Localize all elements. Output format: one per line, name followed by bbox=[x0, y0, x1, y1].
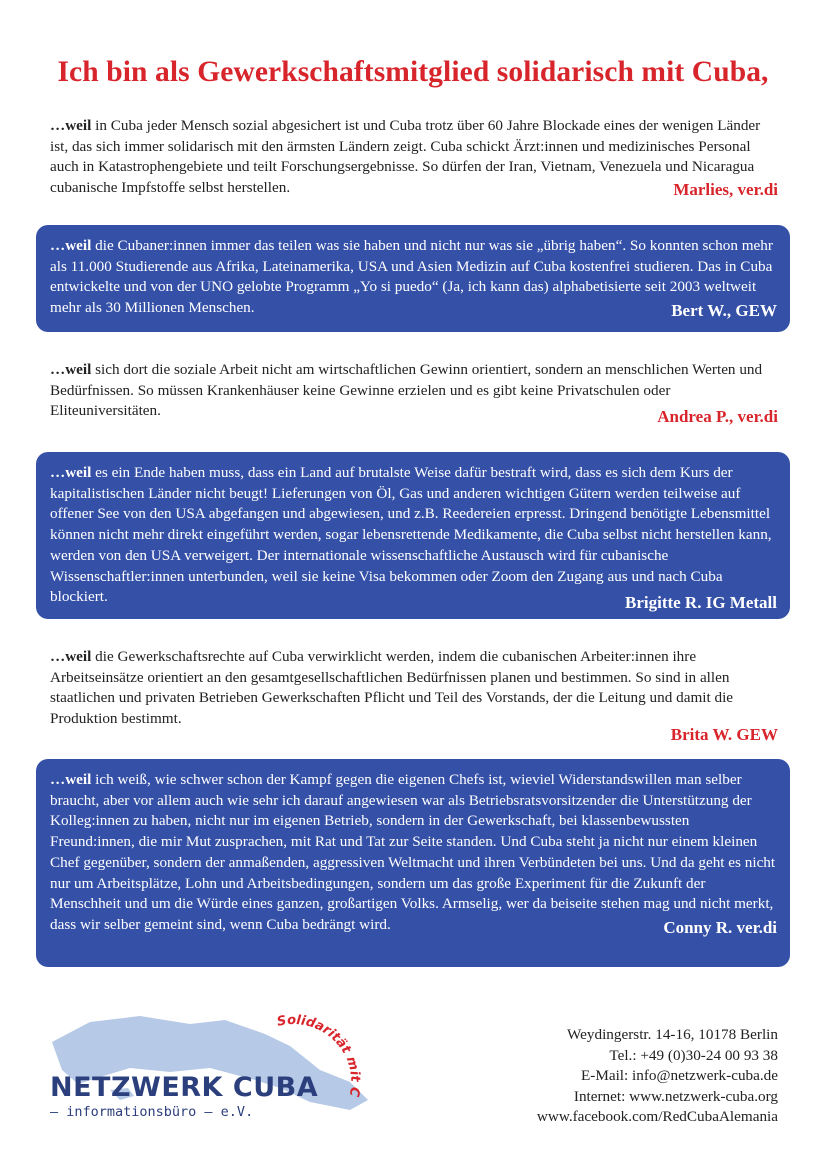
statement-text: …weil ich weiß, wie schwer schon der Kampf gegen die eigenen Chefs ist, wieviel Widerstandswillen man selber braucht, aber vor allem auch wie sehr ich darauf angewiesen war als Betriebsratsvorsitzender die Unterstützung der Kolleg:innen zu haben, nicht nur im eigenen Betrieb, sondern in der Gewerkschaft, bei klassenbewussten Freund:innen, die mir Mut zusprachen, mit Rat und Tat zur Seite standen. Und Cuba steht ja nicht nur einem kleinen Chef gegenüber, sondern der anmaßenden, aggressiven Weltmacht und ihren Verbündeten bei uns. Und da geht es nicht nur um Arbeitsplätze, Lohn und Arbeitsbedingungen, sondern um das große Experiment für die Zukunft der Menschheit und um die Würde eines ganzen, großartigen Volks. Armselig, wer da beiseite stehen mag und nicht merkt, dass wir selber gemeint sind, wenn Cuba bedrängt wird. bbox=[50, 771, 776, 933]
lead-word: …weil bbox=[50, 648, 92, 665]
statement-5 bbox=[50, 647, 778, 746]
statement-text: …weil in Cuba jeder Mensch sozial abgesichert ist und Cuba trotz über 60 Jahre Blockade eines der wenigen Länder ist, das sich immer solidarisch mit den ärmsten Ländern zeigt. Cuba schickt Ärzt:innen und medizinisches Personal auch in Katastrophengebiete und teilt Forschungsergebnisse. So dürfen der Iran, Vietnam, Venezuela und Nicaragua cubanische Impfstoffe selbst herstellen. bbox=[50, 117, 761, 197]
statement-author: Andrea P., ver.di bbox=[657, 407, 778, 427]
statement-author: Marlies, ver.di bbox=[673, 179, 778, 199]
lead-word: …weil bbox=[50, 771, 92, 788]
contact-block bbox=[537, 1025, 778, 1128]
statement-author: Conny R. ver.di bbox=[663, 917, 777, 937]
statement-author: Bert W., GEW bbox=[671, 300, 777, 320]
cuba-map-icon bbox=[50, 1010, 372, 1128]
lead-word: …weil bbox=[50, 237, 92, 254]
contact-address: Weydingerstr. 14-16, 10178 Berlin bbox=[567, 1026, 778, 1043]
statement-2 bbox=[36, 225, 790, 332]
statement-text: …weil sich dort die soziale Arbeit nicht am wirtschaftlichen Gewinn orientiert, sondern an menschlichen Werten und Bedürfnissen. So müssen Krankenhäuser keine Gewinne erzielen und es gibt keine Privatschulen oder Eliteuniversitäten. bbox=[50, 361, 763, 420]
contact-email[interactable]: E-Mail: info@netzwerk-cuba.de bbox=[581, 1067, 778, 1084]
contact-website[interactable]: Internet: www.netzwerk-cuba.org bbox=[573, 1087, 778, 1105]
logo-arc-text: Solidarität mit C bbox=[275, 1012, 363, 1098]
statement-author: Brita W. GEW bbox=[670, 724, 778, 744]
netzwerk-cuba-logo bbox=[50, 1010, 372, 1128]
statement-3 bbox=[50, 360, 778, 428]
logo-subtitle: – informationsbüro – e.V. bbox=[50, 1104, 254, 1120]
page-title: Ich bin als Gewerkschaftsmitglied solidarisch mit Cuba, bbox=[57, 56, 769, 88]
contact-facebook[interactable]: www.facebook.com/RedCubaAlemania bbox=[536, 1108, 778, 1125]
lead-word: …weil bbox=[50, 117, 92, 134]
lead-word: …weil bbox=[50, 464, 92, 481]
statement-text: …weil die Gewerkschaftsrechte auf Cuba verwirklicht werden, indem die cubanischen Arbeiter:innen ihre Arbeitseinsätze orientiert an den gesamtgesellschaftlichen Bedürfnissen planen und bestimmen. So sind in allen staatlichen und privaten Betrieben Gewerkschaften Pflicht und Teil des Vorstands, der die Leitung und damit die Produktion bestimmt. bbox=[50, 648, 734, 728]
statement-text: …weil es ein Ende haben muss, dass ein Land auf brutalste Weise dafür bestraft wird, dass es sich dem Kurs der kapitalistischen Länder nicht beugt! Lieferungen von Öl, Gas und anderen wichtigen Gütern werden teilweise auf offener See von den USA abgefangen und abgewiesen, und z.B. Reedereien erpresst. Dringend benötigte Lebensmittel können nicht mehr direkt eingeführt werden, sogar lebensrettende Medikamente, die Cuba selbst nicht herstellen kann, werden von den USA verweigert. Der internationale wissenschaftliche Austausch wird für cubanische Wissenschaftler:innen unterbunden, weil sie keine Visa bekommen oder Zoom den Zugang aus und nach Cuba blockiert. bbox=[50, 464, 772, 606]
logo-name: NETZWERK CUBA bbox=[50, 1072, 319, 1103]
lead-word: …weil bbox=[50, 361, 92, 378]
statement-author: Brigitte R. IG Metall bbox=[624, 592, 777, 612]
statement-1 bbox=[50, 116, 778, 201]
statement-4 bbox=[36, 452, 790, 619]
statement-text: …weil die Cubaner:innen immer das teilen was sie haben und nicht nur was sie „übrig haben“. So konnten schon mehr als 11.000 Studierende aus Afrika, Lateinamerika, USA und Asien Medizin auf Cuba kostenfrei studieren. Das in Cuba entwickelte und von der UNO gelobte Programm „Yo si puedo“ (Ja, ich kann das) alphabetisierte seit 2003 weltweit mehr als 30 Millionen Menschen. bbox=[50, 237, 773, 317]
contact-phone: Tel.: +49 (0)30-24 00 93 38 bbox=[609, 1046, 778, 1064]
statement-6 bbox=[36, 759, 790, 967]
